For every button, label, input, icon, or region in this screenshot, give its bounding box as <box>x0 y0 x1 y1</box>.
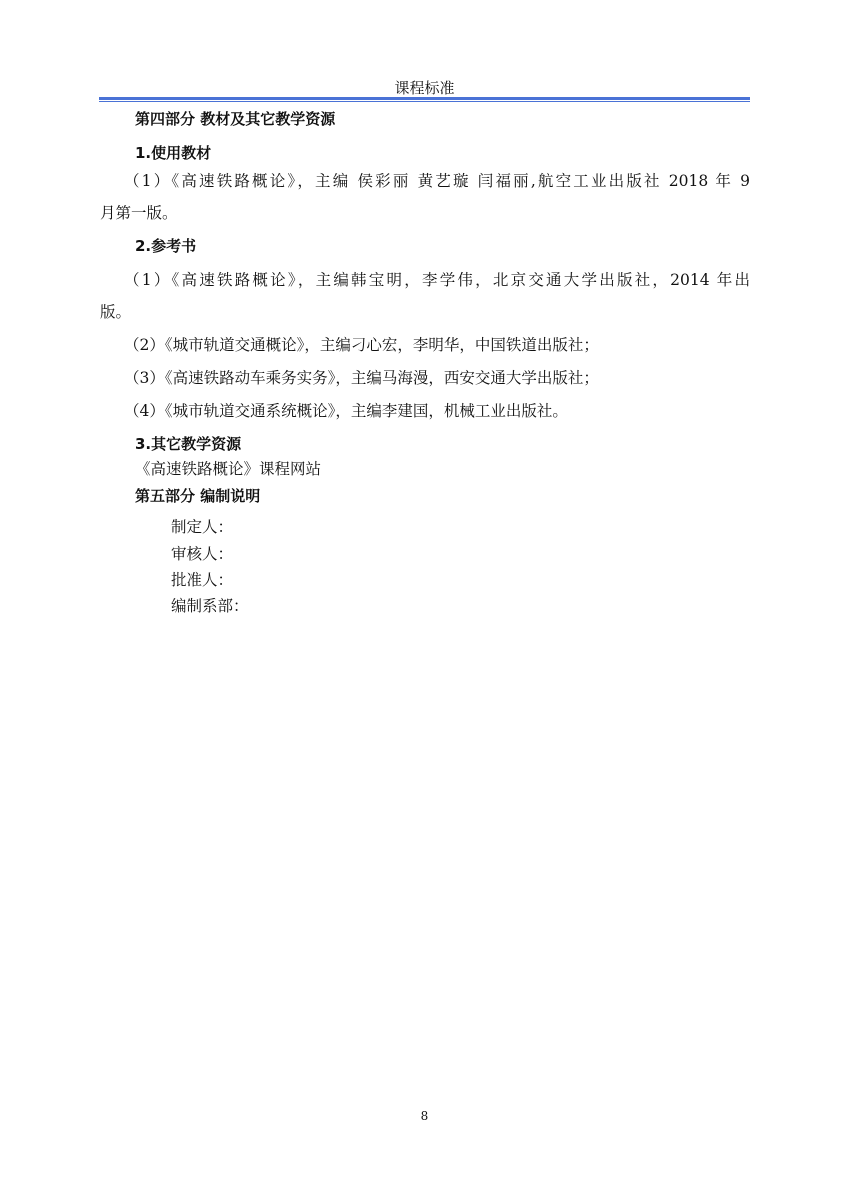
reference-item-3: （3）《高速铁路动车乘务实务》，主编马海漫，西安交通大学出版社； <box>124 369 599 387</box>
department-field: 编制系部： <box>171 597 249 615</box>
textbook-item-1-line-1: （1）《高速铁路概论》，主编 侯彩丽 黄艺璇 闫福丽,航空工业出版社 2018 年 9 <box>124 172 750 190</box>
textbook-item-1-line-2: 月第一版。 <box>100 204 178 222</box>
reviewer-field: 审核人： <box>171 545 234 563</box>
reference-item-2: （2）《城市轨道交通概论》，主编刁心宏，李明华，中国铁道出版社； <box>124 336 599 354</box>
page-header-title: 课程标准 <box>394 79 455 97</box>
references-heading: 2.参考书 <box>135 237 197 255</box>
section5-heading: 第五部分 编制说明 <box>135 487 261 505</box>
formulator-field: 制定人： <box>171 518 234 536</box>
header-divider-thick <box>99 97 750 100</box>
reference-item-1-line-1: （1）《高速铁路概论》，主编韩宝明，李学伟，北京交通大学出版社，2014 年出 <box>124 271 750 289</box>
other-resources-heading: 3.其它教学资源 <box>135 435 242 453</box>
approver-field: 批准人： <box>171 571 234 589</box>
page-number: 8 <box>420 1109 429 1123</box>
header-divider-thin <box>99 101 750 102</box>
reference-item-1-line-2: 版。 <box>100 303 132 321</box>
other-resources-item-1: 《高速铁路概论》课程网站 <box>135 460 322 478</box>
textbook-heading: 1.使用教材 <box>135 144 212 162</box>
reference-item-4: （4）《城市轨道交通系统概论》，主编李建国，机械工业出版社。 <box>124 402 568 420</box>
section4-heading: 第四部分 教材及其它教学资源 <box>135 110 336 128</box>
